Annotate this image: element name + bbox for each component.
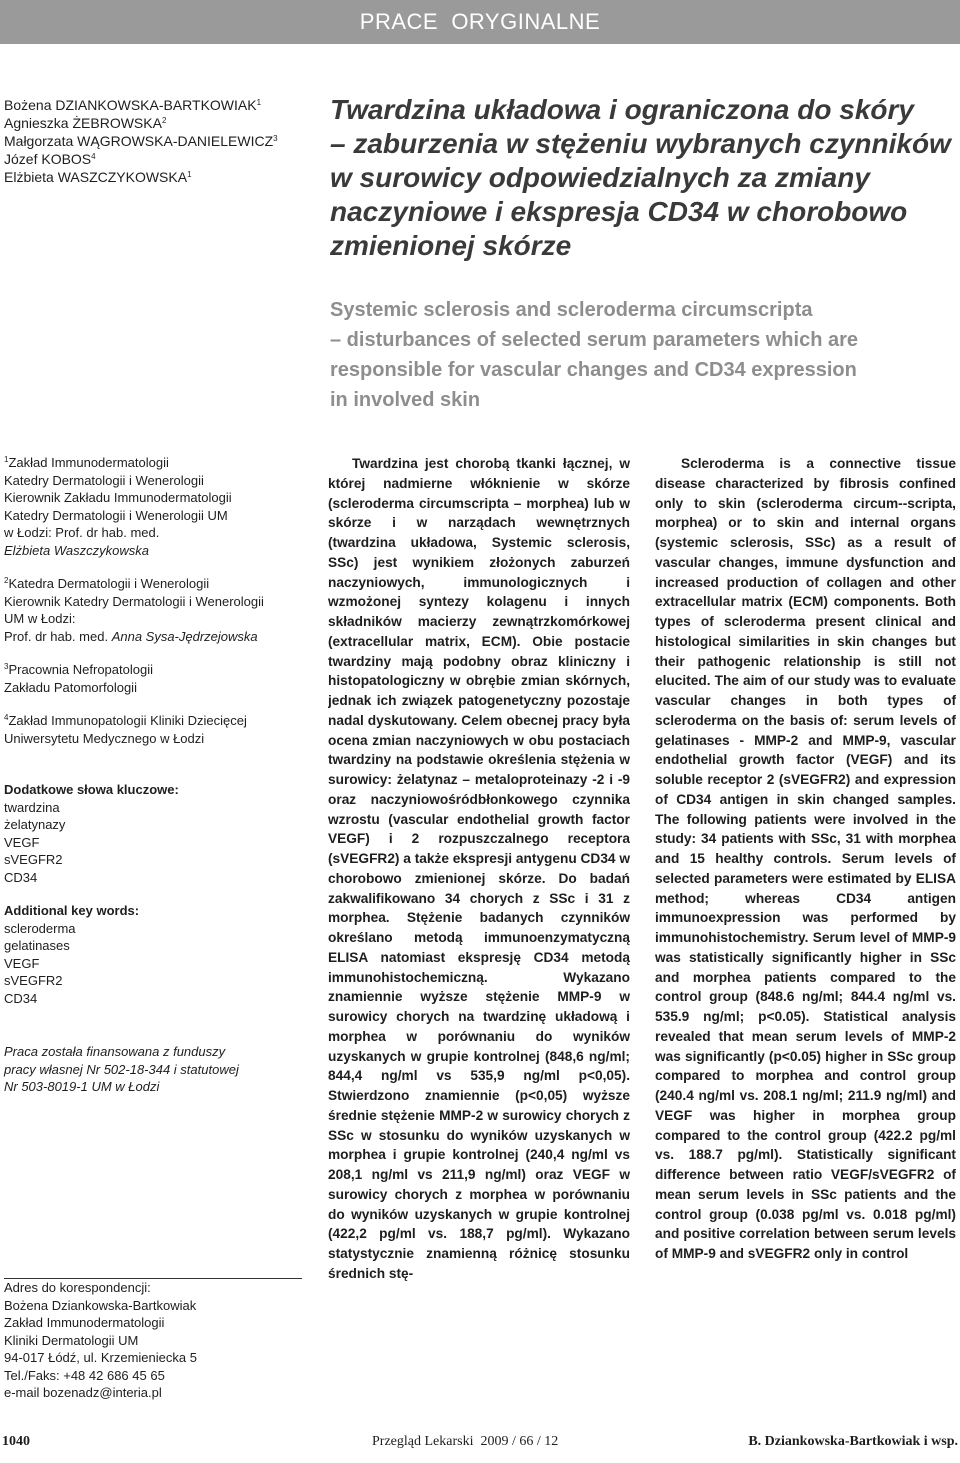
section-banner: PRACE ORYGINALNE	[0, 0, 960, 44]
sidebar-column	[4, 454, 304, 1112]
title-line: in involved skin	[330, 389, 481, 411]
affiliation-2: $^2$Katedra Dermatologii i Wenerologii Kierownik Katedry Dermatologii i Wenerologii UM w Łodzi: Prof. dr hab. med. Anna Sysa-Jędrzejowska	[4, 576, 264, 644]
correspondence-address: Adres do korespondencji: Bożena Dziankowska-Bartkowiak Zakład Immunodermatologii Kliniki Dermatologii UM 94-017 Łódź, ul. Krzemieniecka 5 Tel./Faks: +48 42 686 45 65 e-mail bozenadz@interia.pl	[4, 1278, 304, 1402]
author: Agnieszka ŻEBROWSKA$^2$	[4, 115, 167, 131]
page-number: 1040	[2, 1434, 30, 1449]
affiliation-1: $^1$Zakład Immunodermatologii Katedry Dermatologii i Wenerologii Kierownik Zakładu Immunodermatologii Katedry Dermatologii i Wenerologii UM w Łodzi: Prof. dr hab. med. Elżbieta Waszczykowska	[4, 454, 304, 559]
author: Józef KOBOS$^4$	[4, 151, 96, 167]
title-line: w surowicy odpowiedzialnych za zmiany	[330, 162, 870, 193]
title-line: responsible for vascular changes and CD34 expression	[330, 359, 857, 381]
author-list	[4, 96, 314, 186]
page-footer	[0, 1434, 960, 1456]
abstract-english: Scleroderma is a connective tissue disease characterized by fibrosis confined only to skin (scleroderma circum--scripta, morphea) or to skin and internal organs (systemic sclerosis, SSc) as a result of vascular changes, immune dysfunction and increased production of collagen and other extracellular matrix (ECM) components. Both types of scleroderma present clinical and histological similarities in skin changes but their pathogenic relationship is still not elucited. The aim of our study was to evaluate vascular changes in both types of scleroderma on the basis of: serum levels of gelatinases - MMP-2 and MMP-9, vascular endothelial growth factor (VEGF) and its soluble receptor 2 (sVEGFR2) and expression of CD34 antigen in skin changed samples. The following patients were involved in the study: 34 patients with SSc, 31 with morphea and 15 healthy controls. Serum levels of selected parameters were estimated by ELISA method; whereas CD34 antigen immunoexpression was performed by immunohistochemistry. Serum level of MMP-9 was statistically significantly higher in SSc and morphea patients compared to the control group (848.6 ng/ml; 844.4 ng/ml vs. 535.9 ng/ml; p<0.05). Statistical analysis revealed that mean serum levels of MMP-2 was significantly (p<0.05) higher in SSc group compared to morphea and control group (240.4 ng/ml vs. 208.1 ng/ml; 211.9 ng/ml) and VEGF was higher in morphea group compared to the control group (422.2 pg/ml vs. 188.7 pg/ml). Statistically significant difference between ratio VEGF/sVEGFR2 of mean serum levels in SSc patients and the control group (0.038 pg/ml vs. 0.018 pg/ml) and positive correlation between serum levels of MMP-9 and sVEGFR2 only in control	[655, 456, 956, 1261]
department-head: Elżbieta Waszczykowska	[4, 542, 149, 558]
keywords-english: Additional key words: scleroderma gelatinases VEGF sVEGFR2 CD34	[4, 903, 140, 1006]
title-line: Twardzina układowa i ograniczona do skóry	[330, 94, 914, 125]
title-line: Systemic sclerosis and scleroderma circumscripta	[330, 299, 813, 321]
email-link[interactable]: e-mail bozenadz@interia.pl	[4, 1385, 162, 1400]
keywords-polish: Dodatkowe słowa kluczowe: twardzina żelatynazy VEGF sVEGFR2 CD34	[4, 782, 179, 885]
department-head: Anna Sysa-Jędrzejowska	[111, 628, 258, 644]
title-line: naczyniowe i ekspresja CD34 w chorobowo	[330, 196, 908, 227]
author: Elżbieta WASZCZYKOWSKA$^1$	[4, 169, 192, 185]
journal-name: Przegląd Lekarski 2009 / 66 / 12	[372, 1434, 559, 1449]
affiliation-4: $^4$Zakład Immunopatologii Kliniki Dziecięcej Uniwersytetu Medycznego w Łodzi	[4, 713, 247, 746]
author: Bożena DZIANKOWSKA-BARTKOWIAK$^1$	[4, 97, 262, 113]
title-line: zmienionej skórze	[330, 230, 572, 261]
title-line: – disturbances of selected serum parameters which are	[330, 329, 858, 351]
title-polish	[330, 93, 955, 263]
title-line: – zaburzenia w stężeniu wybranych czynników	[330, 128, 951, 159]
affiliation-3: $^3$Pracownia Nefropatologii Zakładu Patomorfologii	[4, 662, 153, 695]
running-author: B. Dziankowska-Bartkowiak i wsp.	[748, 1434, 958, 1449]
funding-note: Praca została finansowana z funduszy pracy własnej Nr 502-18-344 i statutowej Nr 503-8019-1 UM w Łodzi	[4, 1044, 239, 1094]
author: Małgorzata WĄGROWSKA-DANIELEWICZ$^3$	[4, 133, 278, 149]
title-english	[330, 295, 955, 415]
abstract-polish: Twardzina jest chorobą tkanki łącznej, w której nadmierne włóknienie w skórze (scleroderma circumscripta – morphea) lub w skórze i w narządach wewnętrznych (twardzina układowa, Systemic sclerosis, SSc) jest wynikiem złożonych zaburzeń naczyniowych, immunologicznych i wzmożonej syntezy kolagenu i innych składników macierzy zewnątrzkomórkowej (extracellular matrix, ECM). Obie postacie twardziny mają podobny obraz kliniczny i histopatologiczny w obrębie zmian skórnych, jednak ich związek patogenetyczny pozostaje nadal dyskutowany. Celem obecnej pracy była ocena zmian naczyniowych w obu postaciach twardziny na podstawie określenia stężenia w surowicy: żelatynaz – metaloproteinazy -2 i -9 oraz naczyniowośródbłonkowego czynnika wzrostu (vascular endothelial growth factor VEGF) i 2 rozpuszczalnego receptora (sVEGFR2) a także ekspresji antygenu CD34 w chorobowo zmienionej skórze. Do badań zakwalifikowano 34 chorych z SSc i 31 z morphea. Stężenie badanych czynników określano metodą immunoenzymatyczną ELISA natomiast ekspresję CD34 metodą immunohistochemiczną. Wykazano znamiennie wyższe stężenie MMP-9 w surowicy chorych na twardzinę układową i morphea w porównaniu do wyników uzyskanych w grupie kontrolnej (848,6 ng/ml; 844,4 ng/ml vs 535,9 ng/ml p<0,05). Stwierdzono znamiennie (p<0,05) wyższe średnie stężenie MMP-2 w surowicy chorych z SSc w stosunku do wyników uzyskanych w morphea i grupie kontrolnej (240,4 ng/ml vs 208,1 ng/ml vs 211,9 ng/ml) oraz VEGF w surowicy chorych z morphea w porównaniu do wyników uzyskanych w grupie kontrolnej (422,2 pg/ml vs. 188,7 pg/ml). Wykazano statystycznie znamienną różnicę stosunku średnich stę-	[328, 456, 630, 1281]
